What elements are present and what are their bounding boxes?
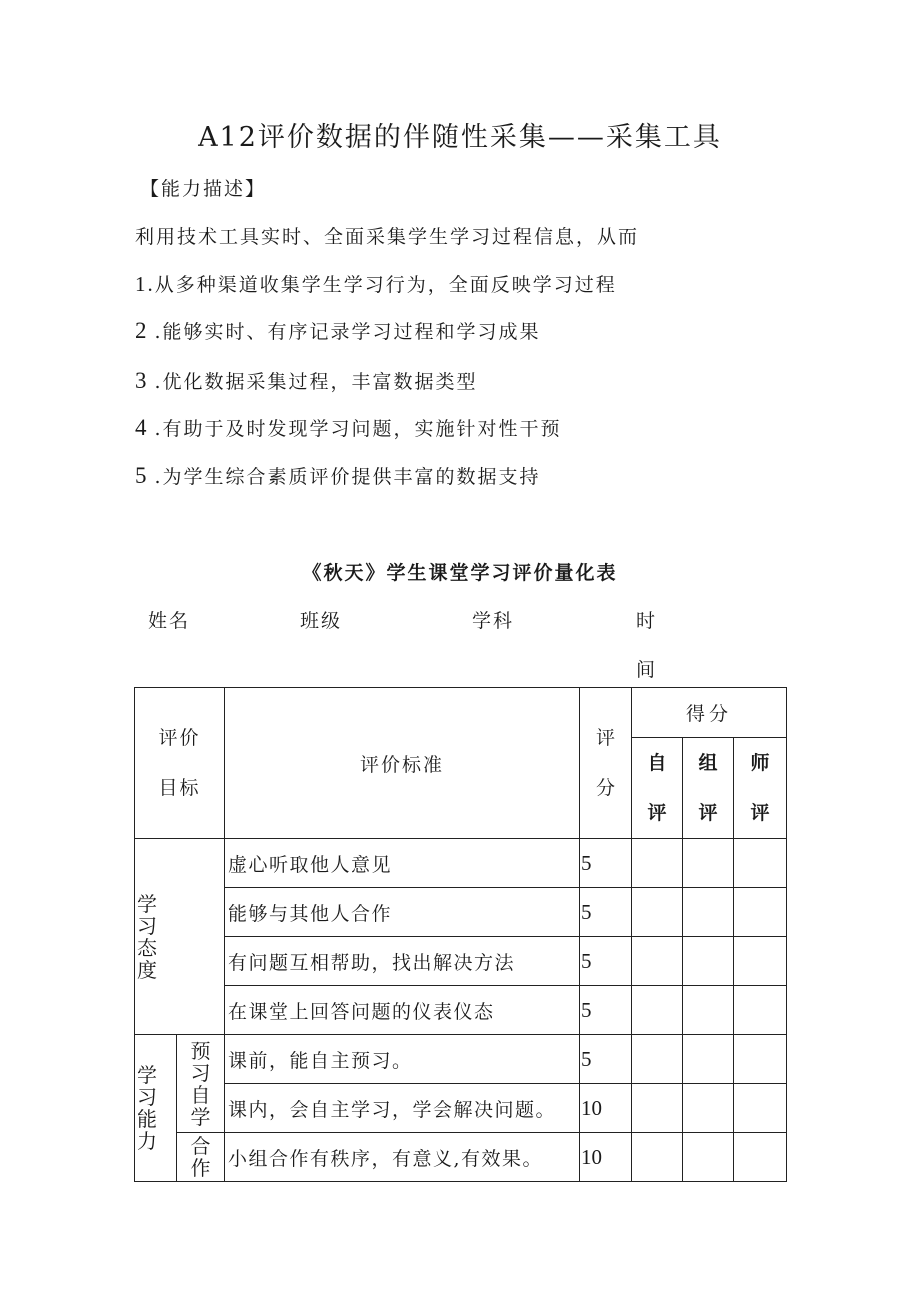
field-name-label: 姓名 [148, 610, 191, 632]
criterion-cell: 能够与其他人合作 [225, 888, 580, 937]
header-score: 评 分 [580, 688, 632, 839]
points-cell: 5 [580, 839, 632, 888]
header-self-eval: 自 评 [632, 738, 683, 839]
list-item-number: 5 [135, 463, 149, 488]
teacher-score-cell[interactable] [734, 986, 787, 1035]
group-score-cell[interactable] [683, 1084, 734, 1133]
criterion-cell: 虚心听取他人意见 [225, 839, 580, 888]
list-item-text: .能够实时、有序记录学习过程和学习成果 [154, 321, 541, 343]
list-item-text: .有助于及时发现学习问题，实施针对性干预 [154, 418, 562, 440]
category-attitude: 学 习 态 度 [135, 839, 225, 1035]
self-score-cell[interactable] [632, 937, 683, 986]
group-score-cell[interactable] [683, 888, 734, 937]
header-teacher-eval: 师 评 [734, 738, 787, 839]
list-item [135, 270, 617, 297]
list-item [135, 462, 541, 489]
points-cell: 5 [580, 888, 632, 937]
section-heading: 【能力描述】 [140, 178, 267, 200]
header-standard: 评价标准 [225, 688, 580, 839]
header-group-eval: 组 评 [683, 738, 734, 839]
self-score-cell[interactable] [632, 1133, 683, 1182]
header-obtained: 得分 [632, 688, 787, 738]
points-cell: 5 [580, 986, 632, 1035]
points-cell: 5 [580, 937, 632, 986]
list-item-text: .优化数据采集过程，丰富数据类型 [154, 371, 478, 393]
teacher-score-cell[interactable] [734, 839, 787, 888]
self-score-cell[interactable] [632, 888, 683, 937]
self-score-cell[interactable] [632, 986, 683, 1035]
teacher-score-cell[interactable] [734, 1133, 787, 1182]
teacher-score-cell[interactable] [734, 888, 787, 937]
field-subject-label: 学科 [472, 610, 515, 632]
criterion-cell: 在课堂上回答问题的仪表仪态 [225, 986, 580, 1035]
list-item [135, 367, 478, 394]
evaluation-table [134, 687, 787, 1182]
list-item-text: 从多种渠道收集学生学习行为，全面反映学习过程 [154, 274, 617, 296]
group-score-cell[interactable] [683, 1133, 734, 1182]
table-row [135, 888, 787, 937]
table-row [135, 839, 787, 888]
field-class-label: 班级 [300, 610, 343, 632]
points-cell: 10 [580, 1133, 632, 1182]
teacher-score-cell[interactable] [734, 1035, 787, 1084]
field-time-label-2: 间 [636, 659, 658, 681]
criterion-cell: 课前，能自主预习。 [225, 1035, 580, 1084]
table-row [135, 1084, 787, 1133]
page-title: A12评价数据的伴随性采集——采集工具 [198, 122, 722, 153]
list-item-number: 1. [135, 272, 155, 296]
criterion-cell: 小组合作有秩序，有意义,有效果。 [225, 1133, 580, 1182]
table-row [135, 937, 787, 986]
list-item [135, 414, 562, 441]
table-row [135, 986, 787, 1035]
group-score-cell[interactable] [683, 839, 734, 888]
criterion-cell: 课内，会自主学习，学会解决问题。 [225, 1084, 580, 1133]
table-row [135, 1035, 787, 1084]
list-item-number: 2 [135, 318, 149, 343]
group-score-cell[interactable] [683, 1035, 734, 1084]
table-title: 《秋天》学生课堂学习评价量化表 [302, 562, 618, 584]
subcategory-cooperation: 合 作 [177, 1133, 225, 1182]
self-score-cell[interactable] [632, 839, 683, 888]
field-time-label-1: 时 [636, 610, 658, 632]
list-item [135, 317, 541, 344]
self-score-cell[interactable] [632, 1084, 683, 1133]
subcategory-preview: 预 习 自 学 [177, 1035, 225, 1133]
table-row [135, 1133, 787, 1182]
criterion-cell: 有问题互相帮助，找出解决方法 [225, 937, 580, 986]
self-score-cell[interactable] [632, 1035, 683, 1084]
header-target: 评价 目标 [135, 688, 225, 839]
group-score-cell[interactable] [683, 937, 734, 986]
teacher-score-cell[interactable] [734, 1084, 787, 1133]
list-item-number: 3 [135, 368, 149, 393]
category-ability: 学 习 能 力 [135, 1035, 177, 1182]
teacher-score-cell[interactable] [734, 937, 787, 986]
list-item-number: 4 [135, 415, 149, 440]
points-cell: 5 [580, 1035, 632, 1084]
points-cell: 10 [580, 1084, 632, 1133]
list-item-text: .为学生综合素质评价提供丰富的数据支持 [154, 466, 541, 488]
group-score-cell[interactable] [683, 986, 734, 1035]
intro-paragraph: 利用技术工具实时、全面采集学生学习过程信息，从而 [135, 226, 640, 248]
